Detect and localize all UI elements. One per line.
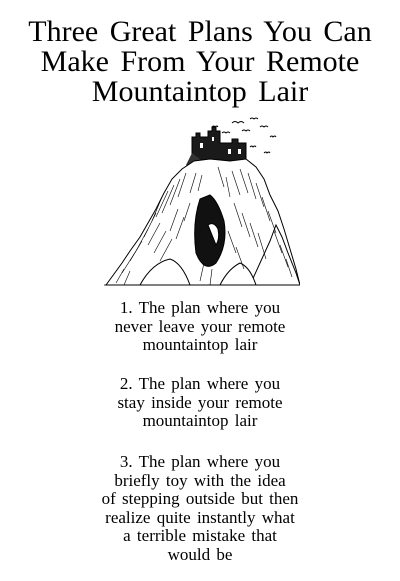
mountain-icon: [106, 159, 300, 285]
title-line: Mountaintop Lair: [91, 75, 309, 108]
plan-item: [60, 299, 340, 355]
plan-line: briefly toy with the idea: [114, 470, 286, 490]
title-line: Make From Your Remote: [40, 45, 360, 78]
plan-item: [60, 375, 340, 431]
plan-item: [60, 453, 340, 564]
plan-line: mountaintop lair: [142, 335, 258, 354]
plan-line: 1. The plan where you: [119, 298, 281, 317]
plan-line: realize quite instantly what: [105, 507, 295, 527]
plan-line: would be: [167, 544, 233, 564]
mountain-castle-illustration: [100, 113, 300, 293]
plan-line: never leave your remote: [114, 316, 286, 336]
plan-line: a terrible mistake that: [123, 526, 277, 545]
plan-line: 3. The plan where you: [119, 452, 281, 471]
page-title: [0, 17, 400, 107]
plan-line: mountaintop lair: [142, 411, 258, 430]
plan-line: 2. The plan where you: [119, 374, 281, 393]
plan-line: stay inside your remote: [117, 392, 283, 412]
title-line: Three Great Plans You Can: [28, 15, 372, 48]
plan-line: of stepping outside but then: [101, 489, 299, 508]
